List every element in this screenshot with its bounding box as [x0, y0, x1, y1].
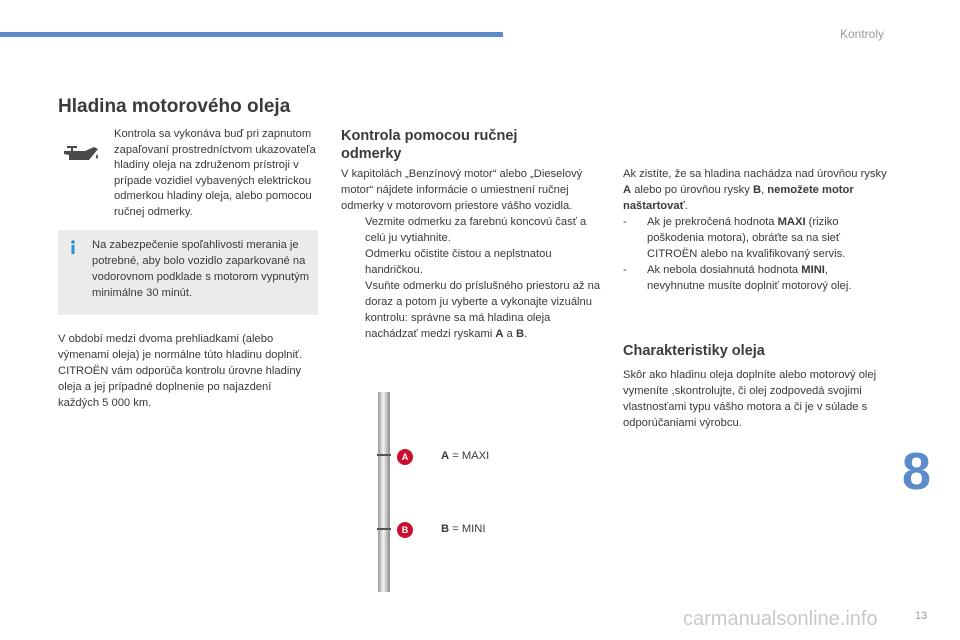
characteristics-text: Skôr ako hladinu oleja doplníte alebo motorový olej vymeníte ,skontrolujte, či olej zodpovedá svojimi vlastnosťami typu vášho motora a či je v súlade s odporúčaniami výrobcu. — [623, 369, 877, 429]
note-text: Na zabezpečenie spoľahlivosti merania je potrebné, aby bolo vozidlo zaparkované na vodorovnom podklade s motorom vypnutým minimálne 30 minút. — [92, 239, 310, 299]
oil-can-icon — [61, 143, 101, 165]
result-section — [623, 166, 888, 294]
dash-marker: - — [623, 264, 627, 276]
characteristics-heading: Charakteristiky oleja — [623, 343, 765, 359]
page-title: Hladina motorového oleja — [58, 96, 291, 117]
page-number: 13 — [915, 610, 928, 622]
marker-b: B — [397, 522, 413, 538]
result-item-2: Ak nebola dosiahnutá hodnota MINI, nevyhnutne musíte doplniť motorový olej. — [647, 264, 852, 292]
info-note — [58, 230, 318, 315]
list-item — [341, 246, 606, 278]
bullet-marker — [341, 214, 365, 246]
result-intro: Ak zistíte, že sa hladina nachádza nad úrovňou rysky A alebo po úrovňou rysky B, nemožete motor naštartovať. — [623, 168, 887, 212]
watermark: carmanualsonline.info — [683, 608, 878, 630]
header-bar — [0, 32, 503, 37]
dipstick-heading: Kontrola pomocou ručnej odmerky — [341, 128, 518, 162]
bullet-marker — [341, 246, 365, 278]
dipstick-section — [341, 166, 606, 342]
intro-text: Kontrola sa vykonáva buď pri zapnutom zapaľovaní prostredníctvom ukazovateľa hladiny oleja na združenom prístroji v prípade vozidiel vybavených elektrickou odmerkou hladiny oleja, alebo pomocou ručnej odmerky. — [114, 128, 316, 218]
dash-marker: - — [623, 216, 627, 228]
list-item — [341, 214, 606, 246]
result-item-1: Ak je prekročená hodnota MAXI (riziko poškodenia motora), obráťte sa na sieť CITROËN alebo na kvalifikovaný servis. — [647, 216, 846, 260]
list-item — [623, 262, 888, 294]
step-2: Odmerku očistite čistou a neplstnatou handričkou. — [365, 248, 552, 276]
label-maxi: A = MAXI — [441, 450, 490, 462]
marker-a: A — [397, 449, 413, 465]
list-item — [623, 214, 888, 262]
chapter-number: 8 — [902, 443, 931, 501]
bullet-marker — [341, 278, 365, 342]
info-icon — [67, 240, 79, 254]
list-item — [341, 278, 606, 342]
interval-text: V období medzi dvoma prehliadkami (alebo výmenami oleja) je normálne túto hladinu doplniť. CITROËN vám odporúča kontrolu úrovne hladiny oleja a jej prípadné doplnenie po najazdení každých 5 000 km. — [58, 333, 303, 409]
label-mini: B = MINI — [441, 523, 486, 535]
chapter-title: Kontroly — [839, 27, 884, 41]
step-1: Vezmite odmerku za farebnú koncovú časť a celú ju vytiahnite. — [365, 216, 587, 244]
step-3: Vsuňte odmerku do príslušného priestoru až na doraz a potom ju vyberte a vykonajte vizuálnu kontrolu: správne sa má hladina oleja nachádzať medzi ryskami A a B. — [365, 280, 601, 340]
dipstick-intro: V kapitolách „Benzínový motor“ alebo „Dieselový motor“ nájdete informácie o umiestnení ručnej odmerky v motorovom priestore vášho vozidla. — [341, 168, 583, 212]
dipstick-illustration — [373, 392, 395, 592]
